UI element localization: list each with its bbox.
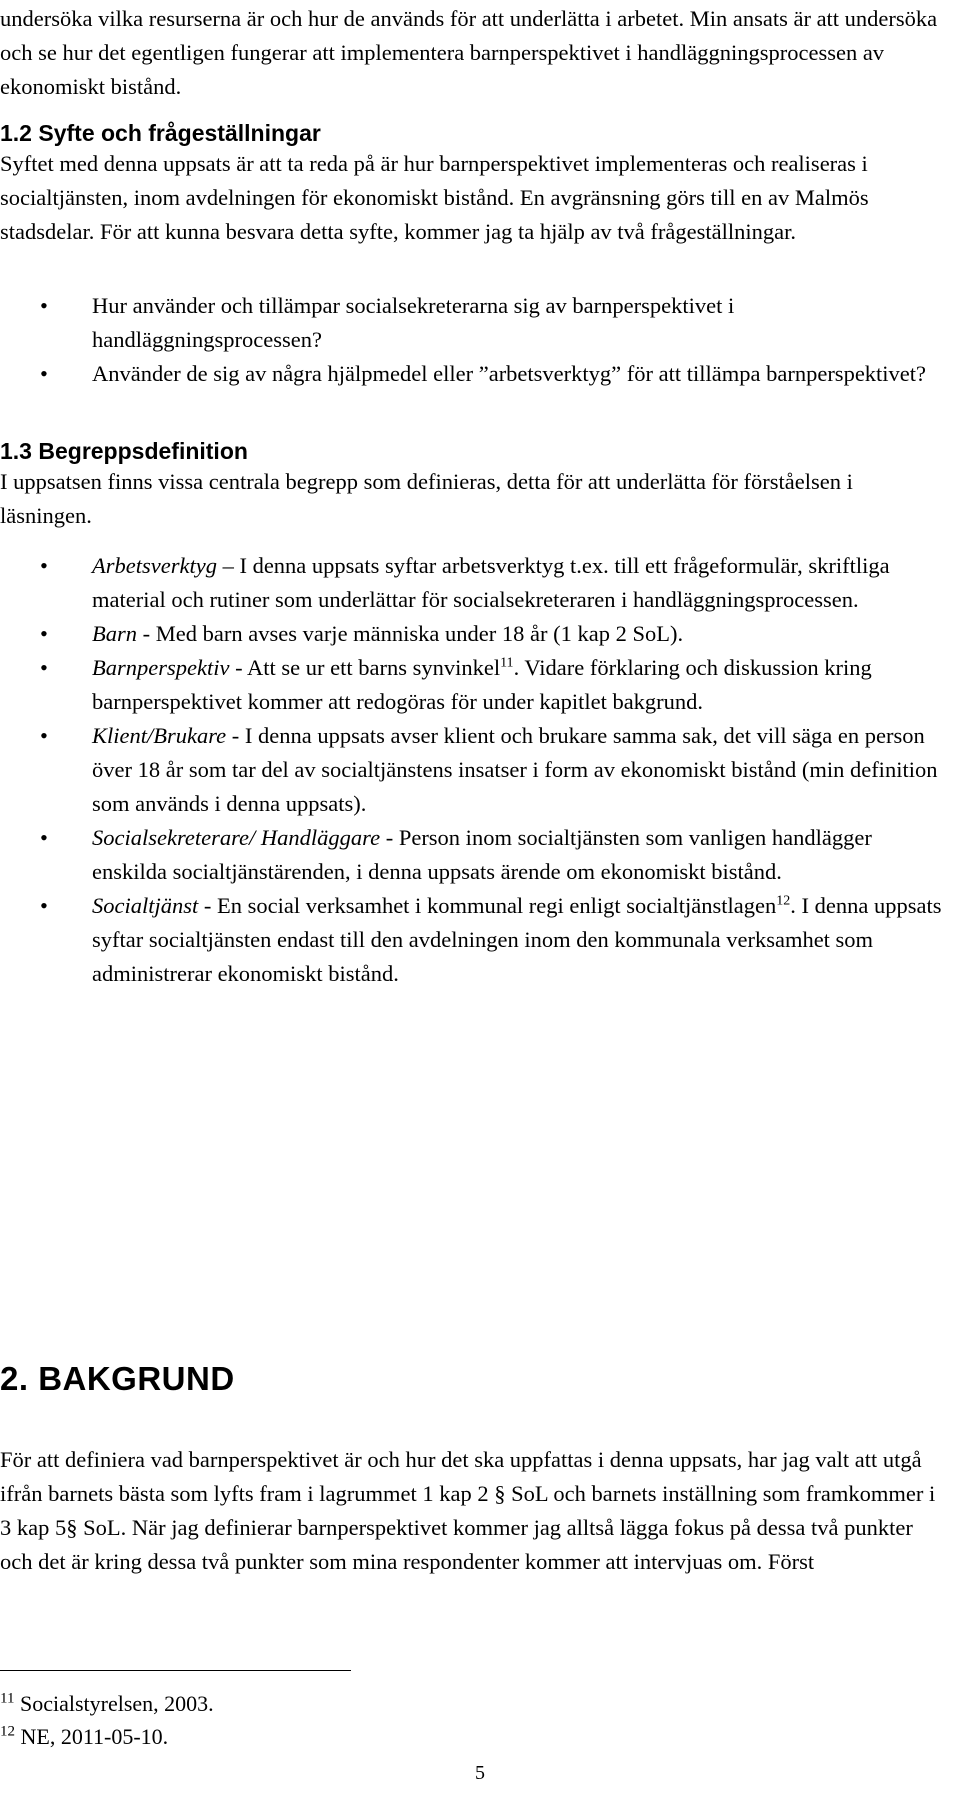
- bullet-icon: •: [40, 655, 48, 680]
- bullet-icon: •: [40, 825, 48, 850]
- bullet-icon: •: [40, 361, 48, 386]
- section-1-3-paragraph: I uppsatsen finns vissa centrala begrepp som definieras, detta för att underlätta för förståelsen i läsningen.: [0, 469, 853, 528]
- intro-paragraph: undersöka vilka resurserna är och hur de används för att underlätta i arbetet. Min ansats är att undersöka och se hur det egentligen fungerar att implementera barnperspektivet i handläggningsprocessen av ekonomiskt bistånd.: [0, 6, 938, 99]
- definition-text: I denna uppsats syftar arbetsverktyg t.ex. till ett frågeformulär, skriftliga material och rutiner som underlättar för socialsekreteraren i handläggningsprocessen.: [92, 553, 890, 612]
- definition-text: Med barn avses varje människa under 18 år (1 kap 2 SoL).: [155, 621, 684, 646]
- definition-separator: -: [198, 893, 217, 918]
- definition-separator: -: [229, 655, 247, 680]
- definition-separator: -: [226, 723, 245, 748]
- footnote-11: [0, 1689, 214, 1719]
- footnote-text: NE, 2011-05-10.: [15, 1724, 169, 1749]
- footnote-12: [0, 1722, 168, 1752]
- definition-term: Barn: [92, 621, 137, 646]
- bullet-icon: •: [40, 553, 48, 578]
- question-list: [0, 289, 945, 391]
- section-heading-1-2: 1.2 Syfte och frågeställningar: [0, 120, 321, 146]
- definition-text-after: . I denna uppsats syftar socialtjänsten endast till den avdelningen inom den kommunala verksamhet som administrerar ekonomiskt bistånd.: [92, 893, 942, 986]
- definition-separator: -: [137, 621, 156, 646]
- definition-text: Person inom socialtjänsten som vanligen handlägger enskilda socialtjänstärenden, i denna uppsats ärende om ekonomiskt bistånd.: [92, 825, 872, 884]
- list-item: [0, 617, 945, 651]
- bullet-icon: •: [40, 893, 48, 918]
- definition-separator: –: [216, 553, 240, 578]
- footnote-number: 12: [0, 1723, 15, 1740]
- chapter-heading: 2. BAKGRUND: [0, 1360, 235, 1397]
- definition-text-after: . Vidare förklaring och diskussion kring barnperspektivet kommer att redogöras för under kapitlet bakgrund.: [92, 655, 872, 714]
- definition-term: Arbetsverktyg: [92, 553, 217, 578]
- definition-text: En social verksamhet i kommunal regi enligt socialtjänstlagen: [217, 893, 777, 918]
- definition-separator: -: [380, 825, 399, 850]
- list-item: [0, 549, 945, 617]
- bullet-icon: •: [40, 293, 48, 318]
- footnote-text: Socialstyrelsen, 2003.: [14, 1691, 214, 1716]
- definition-term: Klient/Brukare: [92, 723, 227, 748]
- list-item: [0, 719, 945, 821]
- definition-list: [0, 549, 945, 991]
- section-heading-1-3: 1.3 Begreppsdefinition: [0, 438, 248, 464]
- footnote-ref-12: 12: [776, 893, 791, 909]
- definition-text: Att se ur ett barns synvinkel: [246, 655, 501, 680]
- bullet-icon: •: [40, 621, 48, 646]
- list-item: [0, 289, 945, 357]
- bullet-icon: •: [40, 723, 48, 748]
- footnote-divider: [0, 1670, 351, 1671]
- definition-term: Socialtjänst: [92, 893, 199, 918]
- page-number: 5: [475, 1762, 485, 1784]
- list-item: [0, 651, 945, 719]
- list-item: [0, 889, 945, 991]
- definition-term: Socialsekreterare/ Handläggare: [92, 825, 381, 850]
- list-item: [0, 357, 945, 391]
- definition-term: Barnperspektiv: [92, 655, 230, 680]
- definition-text: I denna uppsats avser klient och brukare samma sak, det vill säga en person över 18 år som tar del av socialtjänstens insatser i form av ekonomiskt bistånd (min definition som används i denna uppsats).: [92, 723, 938, 816]
- section-1-2-paragraph: Syftet med denna uppsats är att ta reda på är hur barnperspektivet implementeras och realiseras i socialtjänsten, inom avdelningen för ekonomiskt bistånd. En avgränsning görs till en av Malmös stadsdelar. För att kunna besvara detta syfte, kommer jag ta hjälp av två frågeställningar.: [0, 151, 869, 244]
- footnote-ref-11: 11: [500, 655, 514, 671]
- footnote-number: 11: [0, 1690, 15, 1707]
- question-text: Hur använder och tillämpar socialsekreterarna sig av barnperspektivet i handläggningsprocessen?: [92, 293, 735, 352]
- question-text: Använder de sig av några hjälpmedel eller ”arbetsverktyg” för att tillämpa barnperspektivet?: [92, 361, 927, 386]
- chapter-2-paragraph: För att definiera vad barnperspektivet är och hur det ska uppfattas i denna uppsats, har jag valt att utgå ifrån barnets bästa som lyfts fram i lagrummet 1 kap 2 § SoL och barnets inställning som framkommer i 3 kap 5§ SoL. När jag definierar barnperspektivet kommer jag alltså lägga fokus på dessa två punkter och det är kring dessa två punkter som mina respondenter kommer att intervjuas om. Först: [0, 1447, 936, 1574]
- list-item: [0, 821, 945, 889]
